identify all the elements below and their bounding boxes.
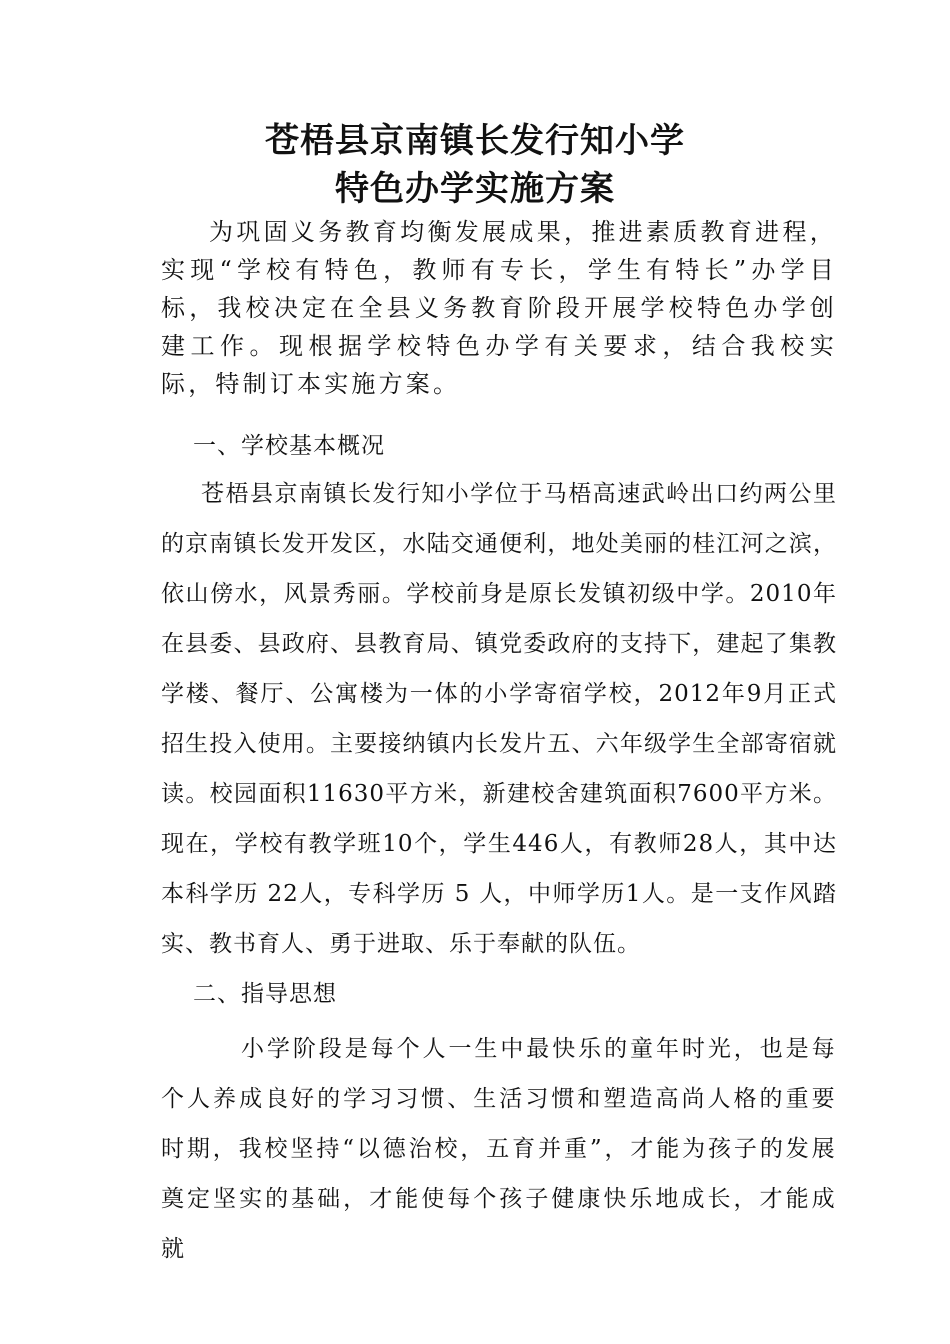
intro-paragraph: 为巩固义务教育均衡发展成果，推进素质教育进程，实现“学校有特色，教师有专长，学生有特长”办学目标，我校决定在全县义务教育阶段开展学校特色办学创建工作。现根据学校特色办学有关要求，结合我校实际，特制订本实施方案。 bbox=[161, 218, 837, 398]
section-heading-basic-overview: 一、学校基本概况 bbox=[193, 433, 385, 459]
title-line-1: 苍梧县京南镇长发行知小学 bbox=[265, 121, 685, 161]
section-heading-guiding-ideology: 二、指导思想 bbox=[193, 981, 337, 1007]
title-line-2: 特色办学实施方案 bbox=[335, 169, 615, 209]
document-title bbox=[0, 117, 950, 213]
section-basic-overview-body: 苍梧县京南镇长发行知小学位于马梧高速武岭出口约两公里的京南镇长发开发区，水陆交通便利，地处美丽的桂江河之滨，依山傍水，风景秀丽。学校前身是原长发镇初级中学。2010年在县委、县政府、县教育局、镇党委政府的支持下，建起了集教学楼、餐厅、公寓楼为一体的小学寄宿学校，2012年9月正式招生投入使用。主要接纳镇内长发片五、六年级学生全部寄宿就读。校园面积11630平方米，新建校舍建筑面积7600平方米。现在，学校有教学班10个，学生446人，有教师28人，其中达本科学历 22人，专科学历 5 人，中师学历1人。是一支作风踏实、教书育人、勇于进取、乐于奉献的队伍。 bbox=[161, 481, 837, 957]
section-guiding-ideology-body: 小学阶段是每个人一生中最快乐的童年时光，也是每个人养成良好的学习习惯、生活习惯和塑造高尚人格的重要时期，我校坚持“以德治校，五育并重”，才能为孩子的发展奠定坚实的基础，才能使每个孩子健康快乐地成长，才能成就 bbox=[161, 1036, 837, 1262]
